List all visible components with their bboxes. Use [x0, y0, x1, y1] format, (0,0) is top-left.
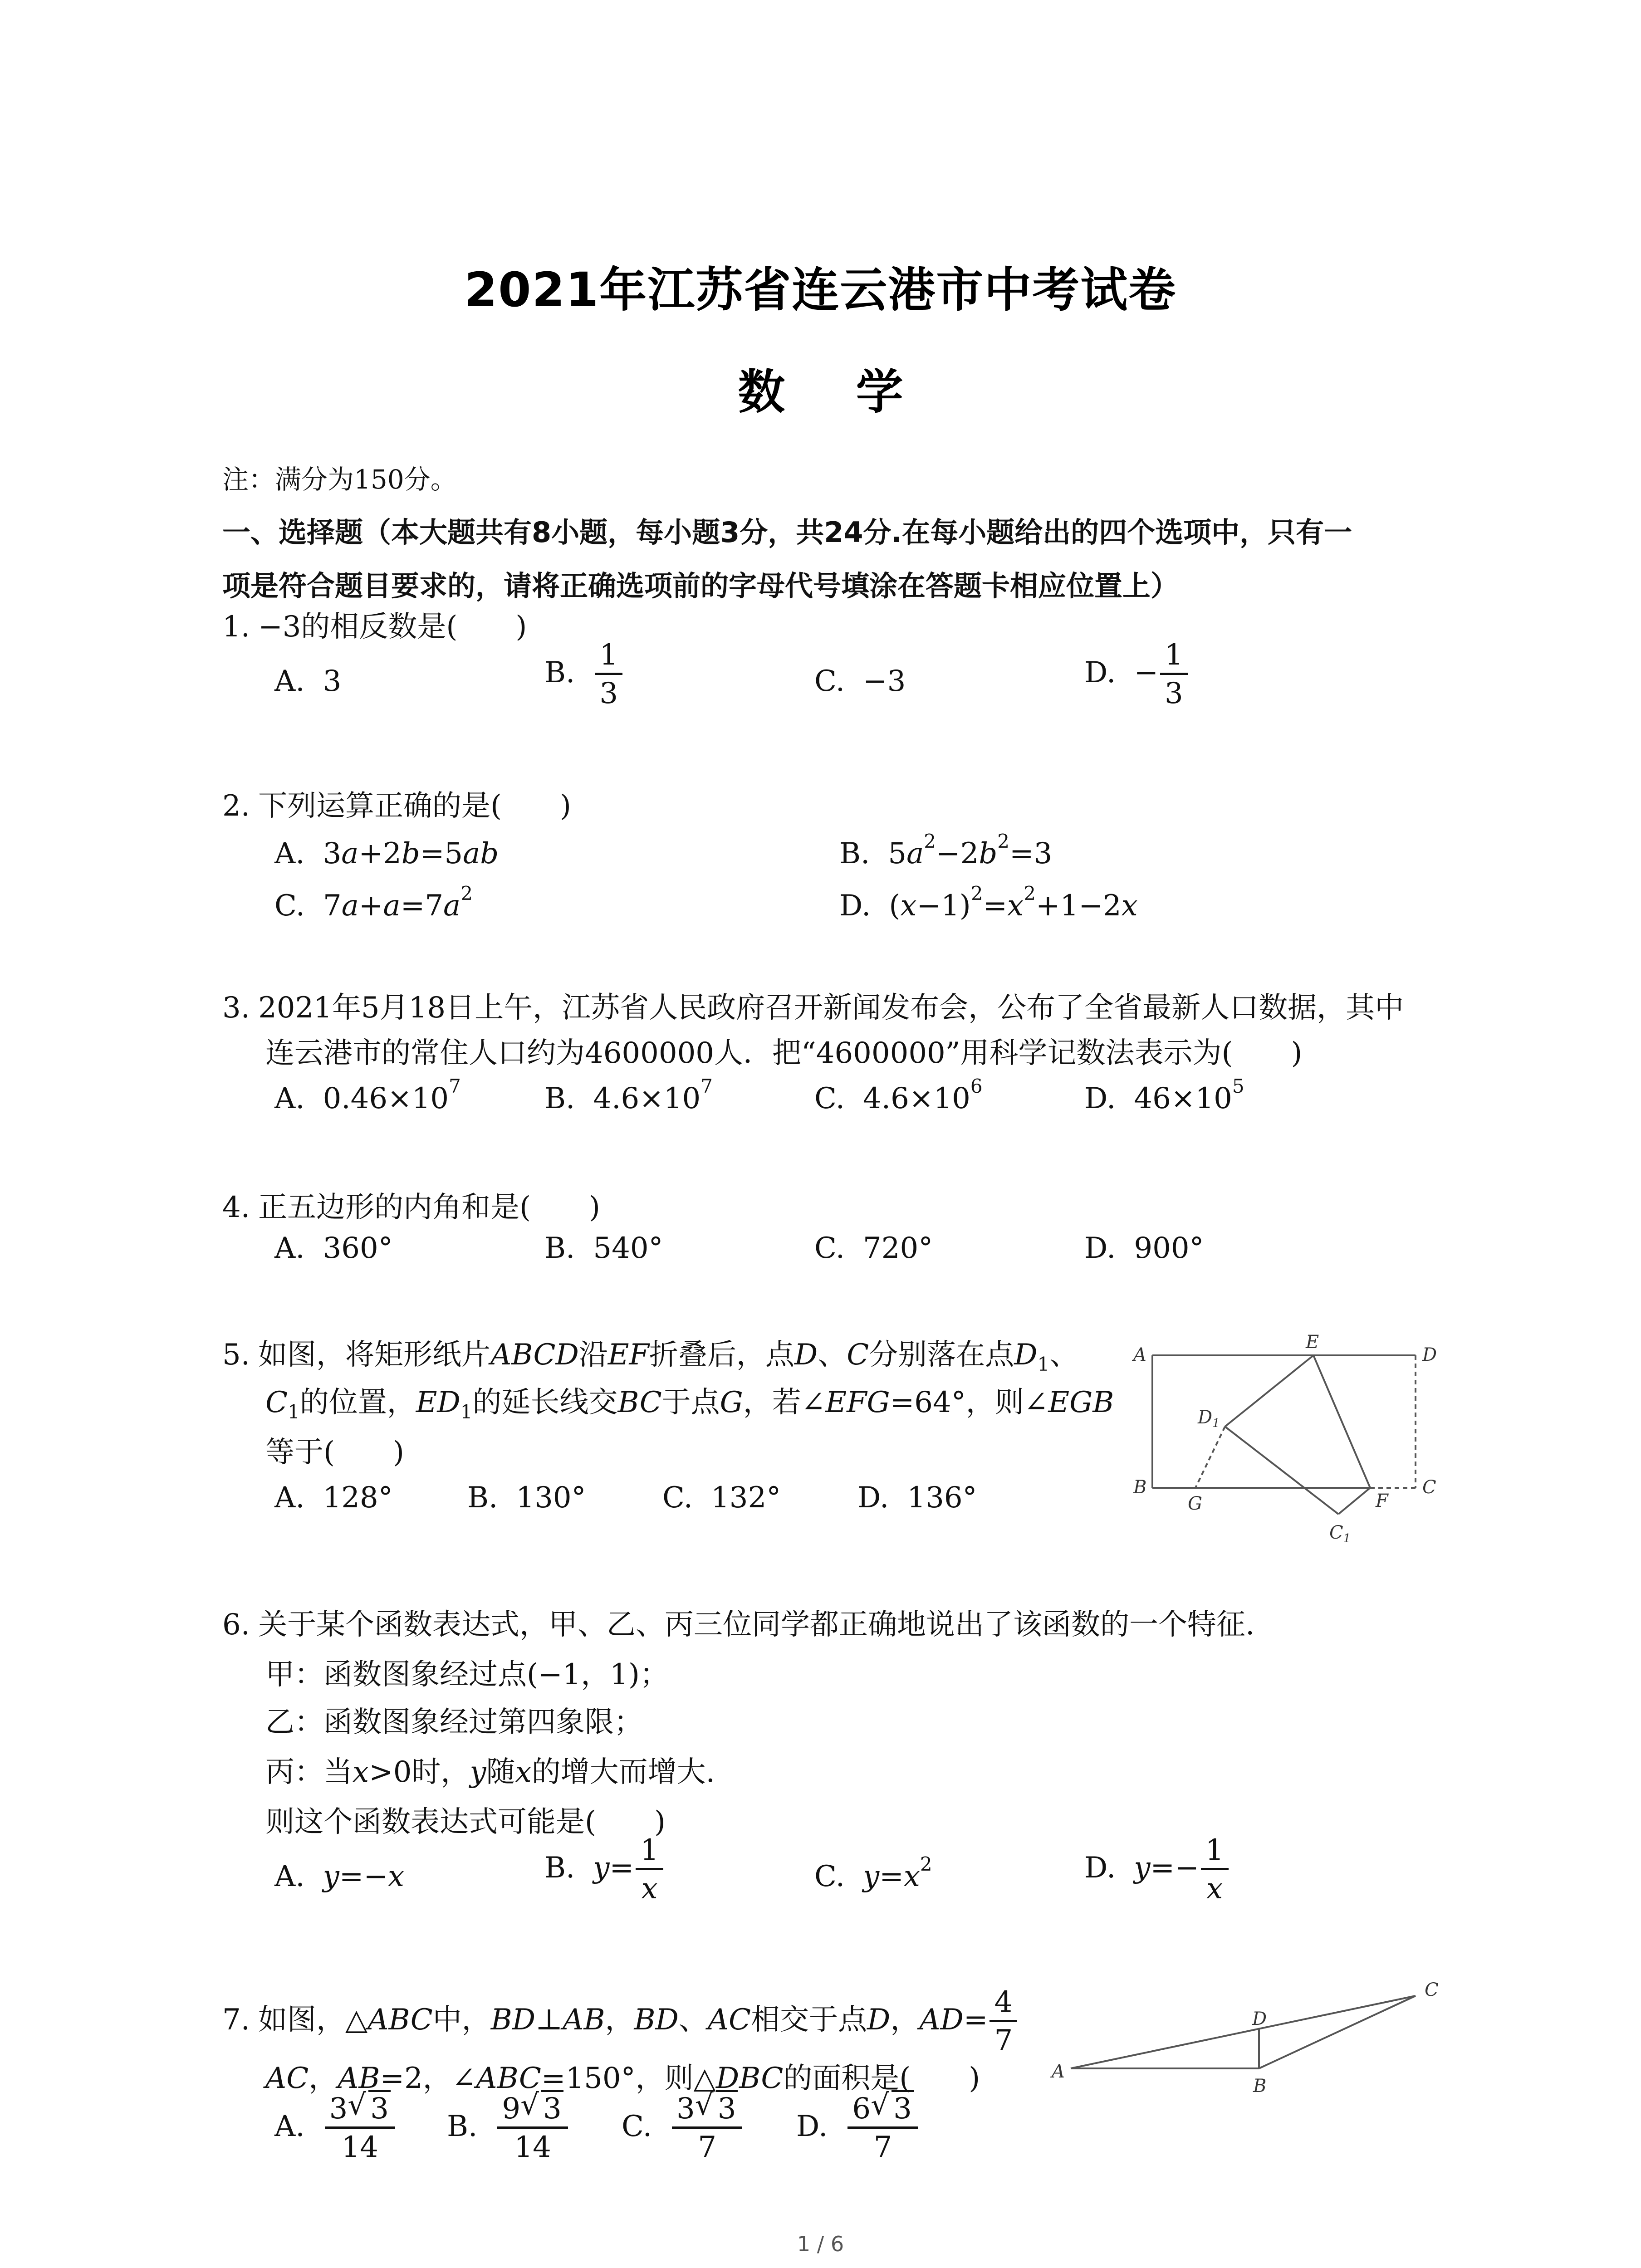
var-y: y [470, 1755, 486, 1789]
option-label: C. [814, 1082, 845, 1115]
option-label: D. [1084, 656, 1116, 689]
q6-option-c [814, 1853, 932, 1893]
option-value: −3 [863, 665, 906, 698]
option-label: B. [544, 1851, 575, 1885]
option-label: D. [1084, 1082, 1116, 1115]
option-label: C. [814, 1232, 845, 1265]
question-stem-line1: 2021年5月18日上午，江苏省人民政府召开新闻发布会，公布了全省最新人口数据，其中 [258, 991, 1404, 1025]
denominator: 7 [698, 2131, 717, 2164]
option-mantissa: 4.6×10 [593, 1082, 701, 1115]
label-e: E [1306, 1332, 1319, 1353]
q7-option-b [447, 2088, 570, 2166]
question-1 [222, 603, 527, 645]
option-value: 130° [516, 1481, 586, 1515]
option-base: y=x [863, 1860, 920, 1893]
numerator: 1 [1201, 1833, 1229, 1870]
numerator [847, 2088, 918, 2129]
option-label: A. [274, 1860, 305, 1893]
var-x: x [353, 1755, 369, 1789]
radicand: 3 [716, 2090, 738, 2126]
q6-option-b [544, 1833, 665, 1907]
option-value: 540° [593, 1232, 663, 1265]
option-value: 360° [323, 1232, 393, 1265]
denominator: 7 [873, 2131, 892, 2164]
label-b: B [1133, 1477, 1147, 1498]
q5-option-b [467, 1481, 586, 1515]
question-number: 5. [222, 1338, 250, 1372]
option-expression: $(x-1)^2=x^2+1-2x$ [889, 882, 1138, 923]
option-expression: $5a^2-2b^2=3$ [888, 830, 1053, 870]
option-label: B. [544, 1232, 575, 1265]
question-5-line3: 等于( ) [265, 1436, 404, 1469]
edge-ed1 [1225, 1355, 1313, 1427]
option-label: C. [622, 2110, 652, 2143]
var-x: x [515, 1755, 532, 1789]
q6-option-d [1084, 1833, 1230, 1907]
fraction [595, 637, 622, 712]
question-5-line2: $C_1$的位置，$ED_1$的延长线交BC于点G，若∠EFG=64°，则∠EGB [265, 1386, 1114, 1423]
sqrt: √ 3 [520, 2091, 563, 2126]
label-a: A [1052, 2061, 1065, 2082]
score-note: 注：满分为150分。 [222, 464, 457, 495]
option-label: A. [274, 1232, 305, 1265]
option-value: 900° [1134, 1232, 1204, 1265]
numerator: 1 [595, 637, 622, 675]
q3-option-b [544, 1075, 713, 1115]
option-exponent: 2 [920, 1853, 932, 1875]
q1-option-c [814, 665, 906, 698]
subject-title: 数 学 [738, 364, 931, 420]
option-label: D. [839, 889, 871, 923]
option-value: 3 [323, 665, 342, 698]
bing-mid: >0时， [369, 1755, 470, 1789]
coefficient: 9 [502, 2092, 521, 2126]
coefficient: 3 [676, 2092, 695, 2126]
q2-option-d [839, 882, 1138, 923]
question-number: 3. [222, 991, 250, 1025]
q2-option-a [274, 837, 499, 870]
q1-option-b [544, 637, 624, 712]
label-f: F [1376, 1491, 1388, 1511]
option-label: D. [1084, 1232, 1116, 1265]
question-number: 4. [222, 1191, 250, 1224]
q4-option-c [814, 1232, 933, 1265]
label-c: C [1425, 1980, 1439, 2000]
section-heading-line1: 一、选择题（本大题共有8小题，每小题3分，共24分.在每小题给出的四个选项中，只有一 [222, 516, 1352, 549]
fraction [1201, 1833, 1229, 1907]
question-number: 2. [222, 789, 250, 823]
q4-option-b [544, 1232, 663, 1265]
question-number: 6. [222, 1608, 250, 1642]
numerator [672, 2088, 742, 2129]
label-g: G [1188, 1493, 1202, 1514]
fraction: $\frac{4}{7}$ [989, 1984, 1017, 2059]
sqrt: √ 3 [695, 2091, 738, 2126]
radicand: 3 [368, 2090, 391, 2126]
question-stem: −3的相反数是( ) [258, 610, 527, 644]
question-7-line2: AC，AB=2，∠ABC=150°，则△DBC的面积是( ) [265, 2062, 980, 2095]
label-d: D [1252, 2009, 1267, 2029]
question-number: 7. [222, 2003, 250, 2037]
option-label: A. [274, 665, 305, 698]
option-label: C. [814, 665, 845, 698]
label-c1-letter: C [1329, 1522, 1343, 1543]
question-3 [222, 984, 1404, 1026]
question-stem-line1: 如图，△ABC中，BD⊥AB，BD、AC相交于点D，AD= $\frac{4}{7}$ [258, 2003, 1019, 2037]
sign: − [1134, 656, 1158, 689]
bing-sui: 随 [486, 1755, 515, 1789]
radicand: 3 [892, 2090, 914, 2126]
q7-option-d [796, 2088, 920, 2166]
option-mantissa: 46×10 [1134, 1082, 1232, 1115]
option-prefix: y= [593, 1851, 634, 1885]
edge-c1f [1338, 1488, 1370, 1514]
option-label: A. [274, 1481, 305, 1515]
fraction [325, 2088, 395, 2166]
q4-option-d [1084, 1232, 1204, 1265]
q4-option-a [274, 1232, 393, 1265]
denominator: 14 [341, 2131, 378, 2164]
option-value: 720° [863, 1232, 933, 1265]
option-exponent: 7 [700, 1075, 713, 1097]
option-value: 136° [907, 1481, 977, 1515]
q2-option-b [839, 830, 1053, 870]
option-value: 128° [323, 1481, 393, 1515]
denominator: 14 [514, 2131, 551, 2164]
label-b: B [1253, 2076, 1267, 2097]
option-label: B. [467, 1481, 498, 1515]
label-c1-sub: 1 [1343, 1532, 1351, 1545]
edge-bc [1259, 1996, 1416, 2068]
option-mantissa: 0.46×10 [323, 1082, 449, 1115]
option-label: A. [274, 2110, 305, 2143]
edge-d1c1 [1225, 1427, 1338, 1514]
option-label: B. [447, 2110, 478, 2143]
numerator: 1 [636, 1833, 663, 1870]
option-label: A. [274, 1082, 305, 1115]
fraction [497, 2088, 568, 2166]
radicand: 3 [541, 2090, 563, 2126]
q6-ask: 则这个函数表达式可能是( ) [265, 1805, 666, 1839]
option-label: D. [1084, 1851, 1116, 1885]
option-value: y=−x [323, 1860, 405, 1893]
question-number: 1. [222, 610, 250, 644]
bing-prefix: 丙：当 [265, 1755, 353, 1789]
option-expression: $7a+a=7a^2$ [323, 882, 473, 923]
q3-option-a [274, 1075, 461, 1115]
edge-ef [1313, 1355, 1370, 1488]
q6-option-a [274, 1860, 404, 1893]
fraction [1160, 637, 1188, 712]
question-stem: 正五边形的内角和是( ) [258, 1191, 600, 1224]
option-label: C. [814, 1860, 845, 1893]
option-prefix: y=− [1134, 1851, 1199, 1885]
q5-figure [1116, 1325, 1461, 1551]
q1-option-a [274, 665, 341, 698]
option-label: D. [796, 2110, 828, 2143]
numerator: 1 [1160, 637, 1188, 675]
option-expression: 3a+2b=5ab [323, 837, 499, 870]
fraction [636, 1833, 663, 1907]
label-d: D [1422, 1344, 1437, 1365]
question-4 [222, 1184, 600, 1226]
exam-title: 2021年江苏省连云港市中考试卷 [464, 262, 1177, 318]
sqrt: √ 3 [871, 2091, 914, 2126]
label-a: A [1133, 1344, 1146, 1365]
question-stem: 下列运算正确的是( ) [258, 789, 571, 823]
q7-option-c [622, 2088, 744, 2166]
fraction [672, 2088, 742, 2166]
question-5 [222, 1331, 1078, 1373]
bing-suffix: 的增大而增大. [531, 1755, 715, 1789]
numerator [325, 2088, 395, 2129]
page-number: 1 / 6 [797, 2232, 844, 2256]
question-6 [222, 1601, 1254, 1643]
denominator: 3 [599, 677, 618, 710]
option-exponent: 5 [1232, 1075, 1244, 1097]
q6-statement-yi: 乙：函数图象经过第四象限； [265, 1706, 643, 1739]
label-c1 [1329, 1522, 1351, 1545]
sqrt: √ 3 [348, 2091, 391, 2126]
label-d1-letter: D [1198, 1407, 1213, 1428]
label-d1 [1197, 1407, 1220, 1430]
q6-statement-bing [265, 1749, 715, 1790]
section-heading-line2: 项是符合题目要求的，请将正确选项前的字母代号填涂在答题卡相应位置上） [222, 569, 1179, 602]
question-3-line2: 连云港市的常住人口约为4600000人．把“4600000”用科学记数法表示为( ) [265, 1036, 1303, 1070]
q3-option-c [814, 1075, 983, 1115]
q7-figure [1034, 1978, 1452, 2114]
q5-option-a [274, 1481, 393, 1515]
option-exponent: 7 [449, 1075, 461, 1097]
option-mantissa: 4.6×10 [863, 1082, 970, 1115]
question-2 [222, 782, 571, 824]
q3-option-d [1084, 1075, 1244, 1115]
option-label: B. [839, 837, 870, 870]
coefficient: 3 [329, 2092, 348, 2126]
label-d1-sub: 1 [1212, 1417, 1220, 1430]
option-exponent: 6 [970, 1075, 983, 1097]
numerator [497, 2088, 568, 2129]
option-value: 132° [711, 1481, 781, 1515]
question-stem: 关于某个函数表达式，甲、乙、丙三位同学都正确地说出了该函数的一个特征. [258, 1608, 1255, 1642]
q7-option-a [274, 2088, 397, 2166]
option-label: A. [274, 837, 305, 870]
option-label: B. [544, 1082, 575, 1115]
option-label: D. [857, 1481, 889, 1515]
label-c: C [1422, 1477, 1436, 1498]
coefficient: 6 [852, 2092, 871, 2126]
option-label: C. [274, 889, 305, 923]
section-heading [222, 506, 1447, 613]
question-stem-line1: 如图，将矩形纸片ABCD沿EF折叠后，点D、C分别落在点$D_1$、 [258, 1338, 1079, 1375]
question-7 [222, 1984, 1019, 2059]
q1-option-d [1084, 637, 1190, 712]
edge-d1g-dashed [1195, 1427, 1225, 1488]
q6-statement-jia: 甲：函数图象经过点(−1，1)； [265, 1658, 669, 1691]
q5-option-c [662, 1481, 781, 1515]
option-label: C. [662, 1481, 693, 1515]
q5-option-d [857, 1481, 977, 1515]
denominator: x [641, 1872, 658, 1906]
denominator: 3 [1165, 677, 1183, 710]
q2-option-c [274, 882, 473, 923]
denominator: x [1206, 1872, 1223, 1906]
option-label: B. [544, 656, 575, 689]
fraction [847, 2088, 918, 2166]
edge-ac [1071, 1996, 1416, 2068]
